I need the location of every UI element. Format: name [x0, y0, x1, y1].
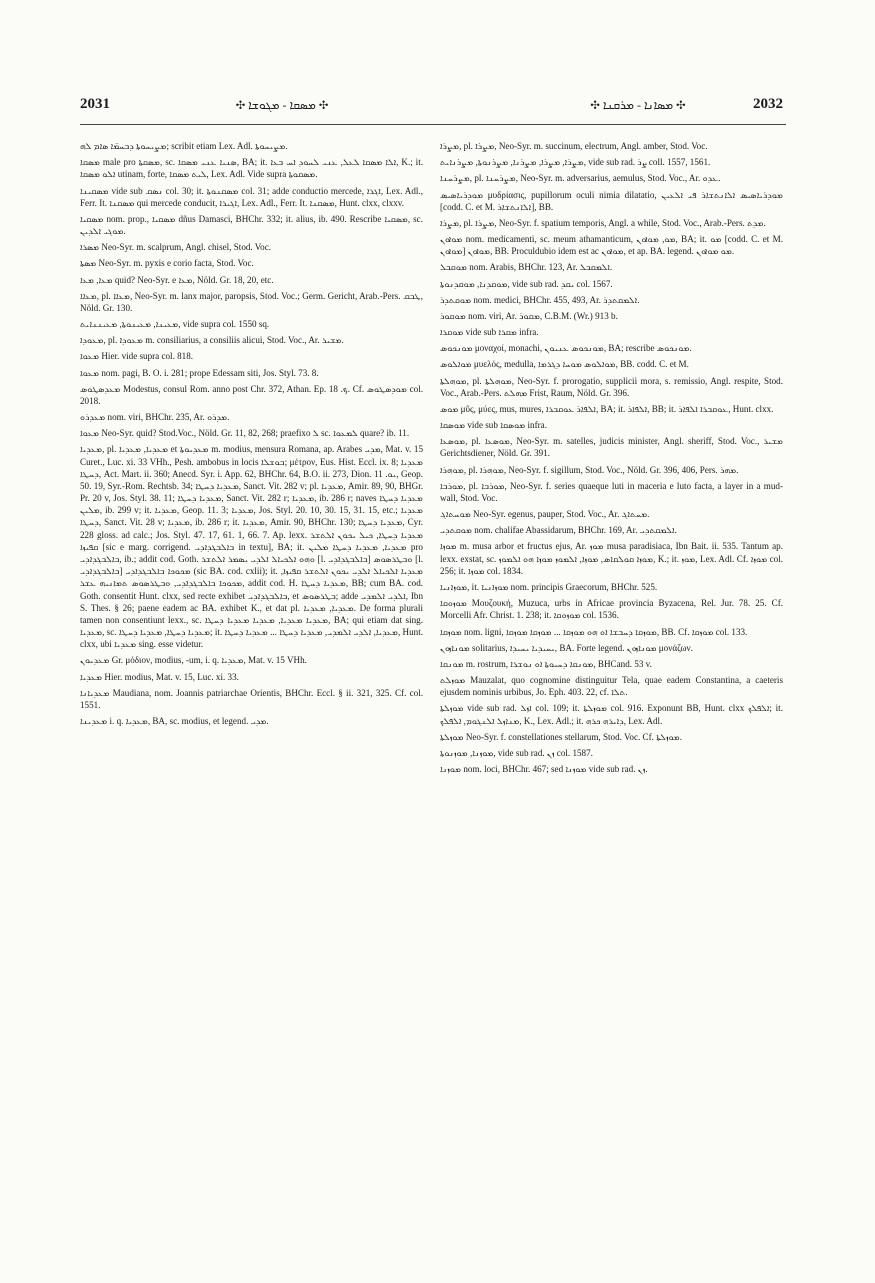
dictionary-entry: ܡܥܘܐ Neo-Syr. quid? Stod.Voc., Nöld. Gr. 11, 82, 268; praefixo ܠ sc. ܠܡܥܘܐ quare? ib. 11.	[80, 428, 410, 439]
dictionary-entry: ܡܘܚܬܐܓ Neo-Syr. egenus, pauper, Stod. Voc., Ar. ܡܚܬܐܓ.	[440, 509, 650, 520]
dictionary-entry: ܡܨܪܚܢܐ, pl. ܡܨܪܚܢܐ, Neo-Syr. m. adversarius, aemulus, Stod. Voc., Ar. ܥܕܘ.	[440, 173, 721, 184]
dictionary-entry: ܡܨܪܐ, pl. ܡܨܪܐ, Neo-Syr. m. succinum, electrum, Angl. amber, Stod. Voc.	[440, 141, 708, 151]
dictionary-entry: ܡܘܗܪܐ, pl. ܡܘܗܪܐ, Neo-Syr. f. sigillum, Stod. Voc., Nöld. Gr. 396, 406, Pers. ܡܗܪ.	[440, 464, 739, 475]
header-rule	[80, 124, 786, 125]
dictionary-entry: ܡܘܙܠܬܐ vide sub rad. ܐܙܠ col. 109; it. ܡܘܙܠܬܐ col. 916. Exponunt BB, Hunt. clxx ܐܠܦܠܟ; it. ܡܢܐܙܠ ܐܠܢܓܘܡ, ܐܠܦܠܟ, K., Lex. Adl.; it. ܕܐܝܪܗ ܟܪܗ, Lex. Adl.	[440, 703, 783, 726]
dictionary-entry: ܡܣܬܐ Neo-Syr. m. pyxis e corio facta, Stod. Voc.	[80, 258, 254, 269]
dictionary-entry: ܡܨܪܐ, pl. ܡܨܪܐ, Neo-Syr. f. spatium temporis, Angl. a while, Stod. Voc., Arab.-Pers. ܡܕܬ.	[440, 217, 766, 228]
dictionary-entry: ܡܥܕܪܘ nom. viri, BHChr. 235, Ar. ܡܕܪܘ.	[80, 412, 230, 423]
page-header	[0, 96, 875, 118]
dictionary-entry: ܡܘܩܬܕܪ nom. medici, BHChr. 455, 493, Ar. ܐܠܡܩܬܕܪ.	[440, 294, 640, 305]
dictionary-entry: ܡܥܐ, ܡܥܐ quid? Neo-Syr. e ܡܥܐ, Nöld. Gr. 18, 20, etc.	[80, 274, 274, 285]
dictionary-entry: ܡܥܕܝܐܢܐ Maudiana, nom. Joannis patriarchae Orientis, BHChr. Eccl. § ii. 321, 325. Cf. col. 1551.	[80, 687, 423, 710]
dictionary-entry: ܡܨܝܚܘܬܐ ܕܒܚܡ̈ܐ ܣܐܡ ܠܗ; scribit etiam Lex. Adl. ܡܨܝܚܘܬܐ.	[80, 141, 288, 151]
dictionary-entry: ܡܥܐܐ, pl. ܡܥܐܐ, Neo-Syr. m. lanx major, paropsis, Stod. Voc.; Germ. Gericht, Arab.-Pers. ܛܒܩ, Nöld. Gr. 130.	[80, 290, 423, 313]
dictionary-entry: ܡܘܩܒܠ nom. Arabis, BHChr. 123, Ar. ܐܠܡܩܒܠ.	[440, 262, 613, 273]
dictionary-entry: ܡܘܐܠܘܣ μυελός, medulla, ܡܘܐܠܘܣ ܡܘܚܐ ܕܓܪܡܐ, BB. codd. C. et M.	[440, 359, 689, 370]
dictionary-entry: ܡܣܩܝܐ nom. prop., ܡܣܩܝܐ dñus Damasci, BHChr. 332; it. alius, ib. 490. Rescribe ܡܣܩܝܐ, sc. ܡܘܓܝ ܐܠܕܝܢ.	[80, 213, 423, 237]
dictionary-entry: ܡܘܩܘܪ nom. viri, Ar. ܡܩܘܪ, C.B.M. (Wr.) 913 b.	[440, 310, 618, 321]
dictionary-entry: ܡܘܩܬܕܝ nom. chalifae Abassidarum, BHChr. 169, Ar. ܐܠܡܩܬܕܝ.	[440, 525, 677, 536]
right-column	[440, 140, 783, 779]
dictionary-entry: ܡܥܕܣܛܘܣ Modestus, consul Rom. anno post Chr. 372, Athan. Ep. ܟ. 18. Cf. ܡܘܕܣܛܘܣ col. 2018.	[80, 383, 424, 406]
dictionary-entry: ܡܘܩܪܐ vide sub ܡܩܪܐ infra.	[440, 327, 539, 338]
running-head-right: ✣ ܡܣܐܢܐ - ܡܪܩܢܐ ✣	[590, 98, 686, 112]
dictionary-entry: ܡܘܙܩܐ nom. ligni, ܡܘܙܩܐ ܕܚܒܫܐ ܐܘ ܗܘ ܡܘܙܩܐ ... ܡܘܙܩܐ ܡܘܙܩܐ, BB. Cf. ܡܘܙܩܐ col. 133.	[440, 626, 748, 637]
dictionary-entry: ܡܘܙܢܐ, ܡܘܙܢܘܬܐ, vide sub rad. ܙܢ col. 1587.	[440, 747, 593, 758]
dictionary-entry: ܡܨܪܐ, ܡܨܪܐ, ܡܨܪܢܐ, ܡܨܪܢܘܬܐ, ܡܨܪܢܐܝܬ, vide sub rad. ܨܪ coll. 1557, 1561.	[440, 157, 711, 168]
dictionary-entry: ܡܥܘܐ nom. pagi, B. O. i. 281; prope Edessam siti, Jos. Styl. 73. 8.	[80, 367, 319, 378]
dictionary-entry: ܡܘܙܘܩܐ Μουζουκή, Muzuca, urbs in Africae provincia Byzacena, Rel. Jur. 78. 25. Cf. Morcelli Afr. Christ. 1. 238; it. ܡܘܙܘܩܐ col. 1536.	[440, 598, 783, 621]
dictionary-entry: ܡܥܕܝܐ Hier. modius, Mat. v. 15, Luc. xi. 33.	[80, 671, 239, 682]
dictionary-entry: ܡܘܙܠܬܐ Neo-Syr. f. constellationes stellarum, Stod. Voc. Cf. ܡܘܙܠܬܐ.	[440, 731, 683, 742]
dictionary-entry: ܡܘܣ μῦς, μύες, mus, mures, ܐܠܦܐܪ ܥܘܩܒܪܐ, BA; it. ܐܠܦܐܪ, BB; it. ܥܘܩܒܪܐ ܐܠܦܐܪ, Hunt. clxx.	[440, 403, 774, 414]
dictionary-entry: ܡܥܕܝܢܐ i. q. ܡܥܕܝܐ, BA, sc. modius, et legend. ܡܕܝ.	[80, 716, 269, 727]
dictionary-entry: ܡܘܩܕܢܐ, ܡܘܩܕܢܘܬܐ, vide sub rad. ܝܩܕ col. 1567.	[440, 278, 613, 289]
dictionary-entry: ܡܥܕܝܘܢ Gr. μόδιον, modius, -um, i. q. ܡܥܕܝܐ, Mat. v. 15 VHh.	[80, 655, 307, 666]
dictionary-entry: ܡܘܪܒܐ, pl. ܡܘܪܒܐ, Neo-Syr. f. series quaeque luti in maceria e luto facta, a layer in a mud-wall, Stod. Voc.	[440, 480, 784, 503]
dictionary-entry: ܡܘܙܐܢܝܐ, it. ܡܘܙܐܢܝܐ nom. principis Graecorum, BHChr. 525.	[440, 581, 658, 592]
dictionary-entry: ܡܘܙܢܐ nom. loci, BHChr. 467; sed ܡܘܙܢܐ vide sub rad. ܙܢ.	[440, 764, 648, 775]
dictionary-entry: ܡܘܙܠܬ Mauzalat, quo cognomine distinguitur Tela, quae eadem Constantina, a caeteris ejusdem nominis urbibus, Jo. Eph. 403. 22, cf. ܬܠܐ.	[440, 675, 783, 698]
dictionary-entry: ܡܘܢܐܙܘܢ solitarius, ܝܚܝܕܝܐ ܝܚܝܕܐ, BA. Forte legend. ܡܘܢܐܙܘܢ μονάζων.	[440, 642, 693, 653]
dictionary-entry: ܡܥܕܝܐ, pl. ܡܥܕܝܐ, ܡܥܕܝܐ et ܡܥܕܝܘܬܐ m. modius, mensura Romana, ap. Arabes ܡܕܝ, Mat. v. 15 Curet., Luc. xi. 33 VHh., Pesh. ambobus in locis ܒܘܫܠܐ; μέτρον, Eus. Hist. Eccl. ix. 8; ܡܥܕܝܐ ܕܚܛܐ, Act. Mart. ii. 360; Anecd. Syr. i. App. 62, BHChr. 64, B.O. ii. 273, Dion. ܝܘ. 11, Geop. 50. 19, Syr.-Rom. Rechtsb. 34; ܡܥܕܝܐ ܕܚܛܐ, Sanct. Vit. 282 v; pl. ܡܥܕܝܐ, Amir. 89, 90, BHGr. Pr. 20 v, Jos. Styl. 38. 11; ܡܥܕܝܐ ܕܚܛܐ, Sanct. Vit. 282 r; ܡܥܕܝܐ, ib. 286 r; naves ܡܥܕܝܐ ܕܚܛܐ ܡܠܝܢ, ib. 299 v; it. ܡܥܕܝܐ, Geop. 11. 3; ܡܥܕܝܐ, Jos. Styl. 20. 10, 30. 15, 31. 15, etc.; ܡܥܕܝܐ ܕܚܛܐ, Sanct. Vit. 28 v; ܡܥܕܝܐ, ib. 286 r; it. ܡܥܕܝܐ, Amir. 90, BHChr. 130; ܡܥܕܝܐ ܕܚܛܐ, Cyr. 228 gloss. ad calc.; Jos. Styl. 47. 17, 61. 1, 66. 7. Ap. lexx. ܡܥܕܝܐ ܕܚܛܐ, ܟܝܠ ܝܟܘܢ ܐܠܬܫܪ ܩܦܝܙܐ [sic e marg. corrigend. ܒܐܠܒܓܕܐܕܝ in textu], BA; it. ܡܥܕܝܐ, ܡܥܕܝܐ ܕܚܛܐ ܡܠܝܢ pro ܒܐܠܒܓܕܐܕܝ, ib.; addit cod. Goth. ܘܗܘ ܐܠܟܝܐܠ ܐܠܕܝ ܝܣܡܪ ܐܠܬܫܪ [l. ܒܐܠܒܓܕܐܕܝ] ܘܒܛܪܣܘܣ [l. ܒܐܠܒܓܕܐܕܝ] ܡܟܘܟܐ ܒܐܠܒܓܕܐܕܝ (sic BA. cod. cxlii); it. ܡܥܕܝܐ ܐܠܟܝܐܠ ܐܠܕܝ ܝܟܘܢ ܐܠܬܫܪ ܩܦܝܙܐ, ܡܟܘܟܐ ܒܐܠܒܓܕܐܕܝ, ܘܒܛܪܣܘܣ ܬܡܐܢܝܗ ܥܫܪ, addit cod. H. ܡܥܕܝܐ ܕܚܛܐ, BB; cum BA. cod. Goth. consentit Hunt. clxx, sed recte exhibet ܒܐܠܒܓܕܐܕܝ, et ܒܛܪܣܘܣ; adde ܐܠܕܝ ܐܠܡܕܝ, Ibn S. Thes. § 26; paene eadem ac BA. exhibet K., et dat pl. ܡܥܕܝܐ, ܡܥܕܝܐ. De forma plurali tamen non consentiunt lexx., sc. ܡܥܕܝܐ ܡܥܕܝܐ, ܡܥܕܝܐ ܡܥܕܝܐ ܕܚܛܐ, BA; qui etiam dat sing. ܡܥܕܝܐ, sc. ܡܥܕܝܐ ܕܚܛܐ, ܡܥܕܝܐ ܕܚܛܐ; it. ܡܥܕܝܐ, ܐܠܕܝ ܐܠܡܕܝ, ܡܥܕܝܐ ܕܚܛܐ ... ܡܥܕܝܐ ܕܚܛܐ, Hunt. clxx, ubi ܡܥܕܝܐ sing. esse videtur.	[80, 444, 424, 650]
dictionary-entry: ܡܘܙܐ m. musa arbor et fructus ejus, Ar. ܡܘܙ musa paradisiaca, Ibn Bait. ii. 535. Tantum ap. lexx. exstat, sc. ܡܘܙܐ ܩܘܠܩܐܣ, ܡܘܙܐ, ܐܠܡܘܙ ܡܘܙܐ ܗܘ ܐܠܡܘܙ, K.; it. ܡܘܙ, Lex. Adl. Cf. ܡܘܙܐ col. 256; it. ܡܘܙܐ col. 1834.	[440, 541, 784, 576]
left-column	[80, 140, 423, 731]
dictionary-entry: ܡܥܘܕܐ, pl. ܡܥܘܕܐ m. consiliarius, a consiliis alicui, Stod. Voc., Ar. ܡܫܝܪ.	[80, 335, 344, 346]
dictionary-entry: ܡܘܐܘܢ nom. medicamenti, sc. meum athamanticum, ܡܘ, ܡܘܐܘܢ, BA; it. ܡܘ [codd. C. et M. ܡܘܐܘܢ] ܡܘܐܘܢ, BB. Proculdubio idem est ac ܡܘܐܘܢ, et ap. BA. legend. ܡܘ ܡܘܐܘܢ.	[440, 234, 784, 257]
dictionary-entry: ܡܥܘܐ Hier. vide supra col. 818.	[80, 351, 194, 362]
dictionary-entry: ܡܘܢܩܐ m. rostrum, ܡܘܢܩܐ ܕܚܝܘܬܐ ܐܘ ܢܘܫܪܐ, BHCand. 53 v.	[440, 658, 652, 669]
dictionary-entry: ܡܘܢܟܘܣ μοναχοί, monachi, ܡܘܢܟܘܣ ܥܢܝܘܢ, BA; rescribe ܡܘܢܟܘܣ.	[440, 343, 692, 354]
page-number-right: 2032	[753, 96, 783, 112]
dictionary-entry: ܡܣܩܐ male pro ܡܣܩܬܐ, sc. ܣܢܝܐ ܥܢܝ ܡܣܩܐ, BA; it. ܐܠܐ ܡܣܩܐ ܠܥܠ, ܥܢܝ ܠܚܘܕ ܐܚ ܒܥܐ, K.; it. ܐܠܘ ܡܣܩܐ utinam, forte, ܠܝܬ ܡܣܩܐ, Lex. Adl. Vide supra ܡܣܩܘܬܐ.	[80, 157, 424, 180]
running-head-left: ✣ ܡܣܩܐ - ܡܓܘܫܐ ✣	[235, 98, 329, 112]
dictionary-entry: ܡܘܗܠܬܐ, pl. ܡܘܗܠܬܐ, Neo-Syr. f. prorogatio, supplicii mora, s. remissio, Angl. respite, Stod. Voc., Arab.-Pers. ܡܗܠܬ Frist, Raum, Nöld. Gr. 396.	[440, 375, 783, 398]
dictionary-entry: ܡܣܪܐ Neo-Syr. m. scalprum, Angl. chisel, Stod. Voc.	[80, 242, 272, 253]
dictionary-entry: ܡܣܩܝܢܐ vide sub ܢܣܩ col. 30; it. ܡܣܩܢܘܬܐ col. 31; adde conductio mercede, ܐܓܪܐ, Lex. Adl., Ferr. It. ܡܣܩܢܐ qui mercede conducit, ܐܓܝܪܐ, Lex. Adl., Ferr. It. ܡܣܩܢܐ, Hunt. clxx, clxxv.	[80, 185, 423, 208]
dictionary-entry: ܡܘܣܩܐ vide sub ܡܘܣܩܐ infra.	[440, 420, 547, 431]
dictionary-entry: ܡܘܕܪܝܐܣܝܣ μυδρίασις, pupillorum oculi nimia dilatatio, ܡܘܕܪܝܐܣܝܣ ܐܠܐܢܬܫܐܪ ܦܝ ܐܠܥܝܢ [codd. C. et M. ܐܠܐܢܬܫܐܪ], BB.	[440, 189, 783, 212]
dictionary-entry: ܡܘܣܥܐ, pl. ܡܘܣܥܐ, Neo-Syr. m. satelles, judicis minister, Angl. sheriff, Stod. Voc., ܡܫܝܪ Gerichtsdiener, Nöld. Gr. 391.	[440, 436, 783, 459]
dictionary-entry: ܡܥܝܢܐ, ܡܥܝܢܘܬܐ, ܡܥܝܢܢܐܝܬ, vide supra col. 1550 sq.	[80, 319, 270, 330]
page-number-left: 2031	[80, 96, 110, 112]
